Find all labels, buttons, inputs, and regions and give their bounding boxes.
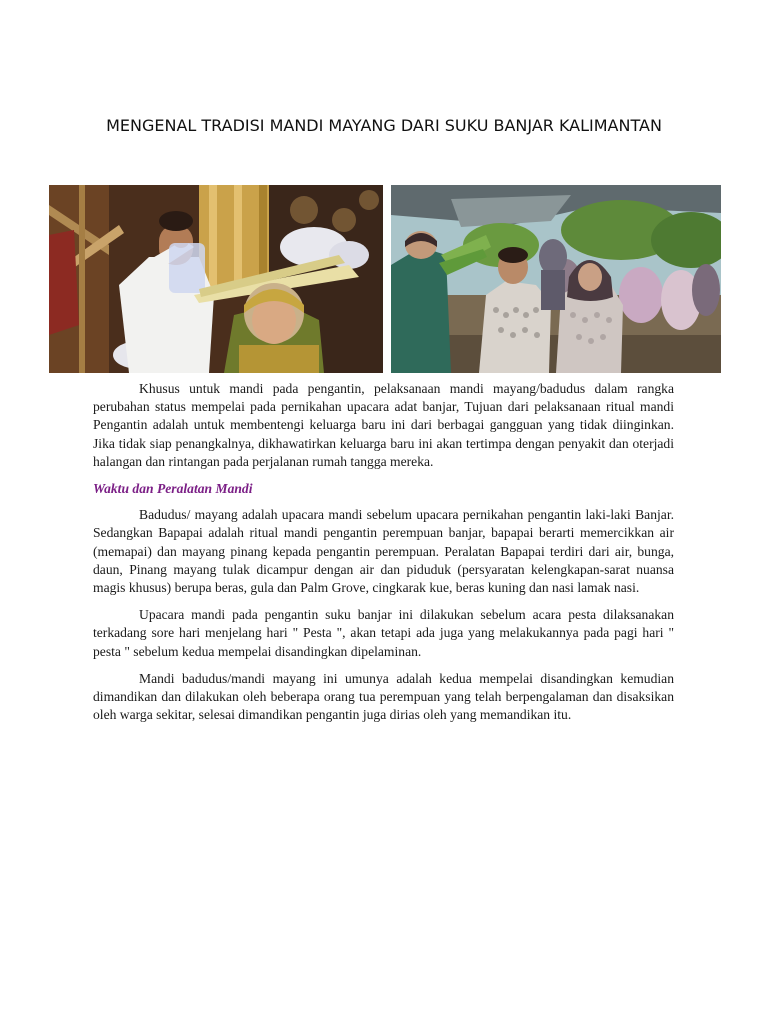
article-body bbox=[93, 380, 674, 733]
paragraph-4: Mandi badudus/mandi mayang ini umunya adalah kedua mempelai disandingkan kemudian dimandikan dan dilakukan oleh beberapa orang tua perempuan yang telah berpengalaman dan disaksikan oleh warga sekitar, selesai dimandikan pengantin juga dirias oleh yang memandikan itu. bbox=[93, 670, 674, 723]
photo-ritual-pouring-water bbox=[49, 185, 383, 373]
section-heading-waktu-peralatan: Waktu dan Peralatan Mandi bbox=[93, 481, 253, 497]
paragraph-3: Upacara mandi pada pengantin suku banjar ini dilakukan sebelum acara pesta dilaksanakan terkadang sore hari menjelang hari " Pesta ", akan tetapi ada juga yang melakukannya pada pagi hari " pesta " sebelum kedua mempelai disandingkan dipelaminan. bbox=[93, 607, 674, 659]
paragraph-2: Badudus/ mayang adalah upacara mandi sebelum upacara pernikahan pengantin laki-laki Banjar. Sedangkan Bapapai adalah ritual mandi pengantin perempuan banjar, bapapai berarti memercikkan air (memapai) dan mayang pinang kepada pengantin perempuan. Peralatan Bapapai terdiri dari air, bunga, daun, Pinang mayang tulak dicampur dengan air dan piduduk (persyaratan kelengkapan-sarat nuansa magis khusus) berupa beras, gula dan Palm Grove, cingkarak kue, beras kuning dan nasi lamak nasi. bbox=[93, 507, 674, 596]
paragraph-1: Khusus untuk mandi pada pengantin, pelaksanaan mandi mayang/badudus dalam rangka perubahan status mempelai pada pernikahan upacara adat banjar, Tujuan dari pelaksanaan ritual mandi Pengantin adalah untuk membentengi keluarga baru ini dari berbagai gangguan yang tidak diinginkan. Jika tidak siap penangkalnya, dikhawatirkan keluarga baru ini akan tertimpa dengan penyakit dan oterjadi halangan dan rintangan pada perjalanan rumah tangga mereka. bbox=[93, 381, 674, 469]
document-title: MENGENAL TRADISI MANDI MAYANG DARI SUKU BANJAR KALIMANTAN bbox=[106, 116, 662, 135]
photo-couple-mandi-mayang bbox=[391, 185, 721, 373]
